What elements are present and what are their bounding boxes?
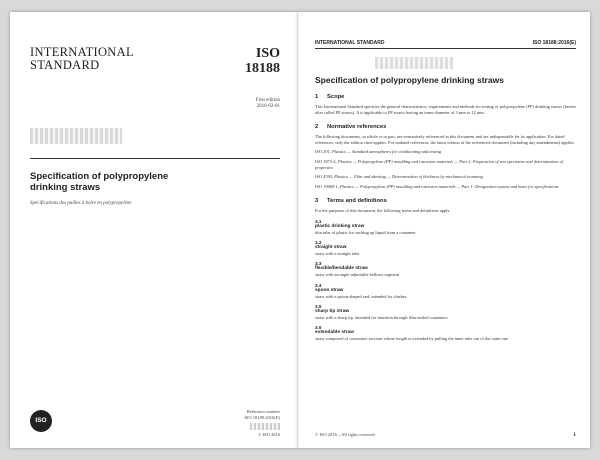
term-name: spoon straw bbox=[315, 287, 344, 293]
edition-block bbox=[30, 98, 280, 110]
cover-footer bbox=[30, 409, 280, 438]
reference-item bbox=[315, 174, 576, 180]
reference-item bbox=[315, 149, 576, 155]
term-entry bbox=[315, 219, 576, 235]
iso-label: ISO bbox=[255, 46, 280, 61]
cover-page bbox=[10, 12, 298, 448]
term-number: 3.1 bbox=[315, 218, 322, 224]
page-number: 1 bbox=[573, 432, 576, 438]
page-footer bbox=[315, 432, 576, 438]
ref-code: ISO 19069-1, bbox=[315, 183, 339, 189]
edition-date: 2016-02-01 bbox=[256, 104, 280, 109]
term-definition: straw with an angle-adjustable bellows segment bbox=[315, 272, 400, 278]
term-definition: straw with a straight tube bbox=[315, 251, 360, 257]
ref-title: Plastics — Polypropylene (PP) moulding and extrusion materials — Part 1: Designation system and basis for specifications bbox=[340, 183, 559, 189]
footer-copyright: © ISO 2016 – All rights reserved bbox=[315, 432, 375, 437]
cover-divider bbox=[30, 158, 280, 159]
section-heading-terms bbox=[315, 198, 576, 204]
cover-copyright: © ISO 2016 bbox=[258, 432, 280, 437]
standard-type bbox=[30, 46, 150, 72]
ref-title: Plastics — Standard atmospheres for conditioning and testing bbox=[331, 149, 442, 155]
section-number: 3 bbox=[315, 198, 319, 205]
ref-code: ISO 291, bbox=[315, 149, 331, 155]
term-number: 3.6 bbox=[315, 324, 322, 330]
term-definition: straw with a spoon-shaped end, intended for slushes bbox=[315, 293, 407, 299]
ref-code: ISO 1873-2, bbox=[315, 158, 337, 164]
term-number: 3.5 bbox=[315, 303, 322, 309]
term-number: 3.3 bbox=[315, 261, 322, 267]
reference-block bbox=[244, 409, 280, 438]
section-number: 1 bbox=[315, 94, 319, 100]
term-entry bbox=[315, 261, 576, 277]
standard-type-line1: INTERNATIONAL bbox=[30, 45, 134, 59]
term-definition: straw composed of concentric sections whose length is extended by pulling the inner tube out of the outer one bbox=[315, 335, 508, 341]
reference-item bbox=[315, 159, 576, 170]
normative-intro: The following documents, in whole or in part, are normatively referenced in this document and are indispensable for its application. For dated references, only the edition cited applies. For undated references, the latest edition of the referenced document (including any amendments) applies. bbox=[315, 134, 575, 145]
content-page bbox=[298, 12, 590, 448]
iso-number: 18188 bbox=[245, 61, 280, 76]
term-name: flexible/bendable straw bbox=[315, 266, 368, 272]
term-entry bbox=[315, 240, 576, 256]
term-name: sharp tip straw bbox=[315, 308, 350, 314]
running-header bbox=[315, 40, 576, 49]
scope-text: This International Standard specifies the general characteristics, requirements and methods for testing of polypropylene (PP) drinking straws (herein after called PP straws). It is applicable to PP straws having an inner diameter of 3 mm to 12 mm. bbox=[315, 104, 576, 115]
section-title: Scope bbox=[327, 94, 345, 100]
section-title: Terms and definitions bbox=[327, 198, 387, 205]
header-right: ISO 18188:2016(E) bbox=[532, 40, 576, 46]
term-definition: straw with a sharp tip, intended for insertion through film-sealed containers bbox=[315, 314, 448, 320]
section-number: 2 bbox=[315, 124, 319, 131]
ref-title: Plastics — Polypropylene (PP) moulding and extrusion materials — Part 2: Preparation of test specimens and determination of properties bbox=[315, 158, 563, 170]
term-name: plastic drinking straw bbox=[315, 223, 365, 229]
term-name: straight straw bbox=[315, 245, 347, 251]
term-entry bbox=[315, 283, 576, 299]
reference-label: Reference number bbox=[246, 409, 280, 414]
terms-intro: For the purposes of this document, the following terms and definitions apply. bbox=[315, 208, 451, 214]
reference-number: ISO 18188:2016(E) bbox=[244, 415, 280, 420]
term-entry bbox=[315, 325, 576, 341]
reference-stamp bbox=[250, 423, 280, 430]
cover-subtitle: Spécifications des pailles à boire en polypropylène bbox=[30, 201, 132, 206]
iso-logo-icon: ISO bbox=[30, 410, 52, 432]
ref-code: ISO 4593, bbox=[315, 174, 334, 180]
document-spread bbox=[10, 12, 590, 448]
document-title: Specification of polypropylene drinking straws bbox=[315, 75, 504, 85]
section-heading-scope bbox=[315, 94, 576, 100]
term-number: 3.2 bbox=[315, 240, 322, 246]
term-name: extendable straw bbox=[315, 329, 354, 335]
iso-number-block bbox=[245, 46, 280, 76]
section-title: Normative references bbox=[327, 124, 387, 131]
cover-header bbox=[30, 46, 280, 76]
edition-label: First edition bbox=[255, 98, 280, 103]
header-left: INTERNATIONAL STANDARD bbox=[315, 40, 385, 46]
standard-type-line2: STANDARD bbox=[30, 58, 100, 72]
cover-title: Specification of polypropylene drinking straws bbox=[30, 171, 169, 193]
term-number: 3.4 bbox=[315, 282, 322, 288]
ink-stamp-2 bbox=[375, 57, 453, 69]
ref-title: Plastics — Film and sheeting — Determination of thickness by mechanical scanning bbox=[334, 174, 483, 180]
term-definition: thin tube of plastic for sucking up liquid from a container bbox=[315, 229, 416, 235]
ink-stamp bbox=[30, 128, 122, 144]
term-entry bbox=[315, 304, 576, 320]
section-heading-normative bbox=[315, 124, 576, 130]
reference-item bbox=[315, 184, 576, 190]
